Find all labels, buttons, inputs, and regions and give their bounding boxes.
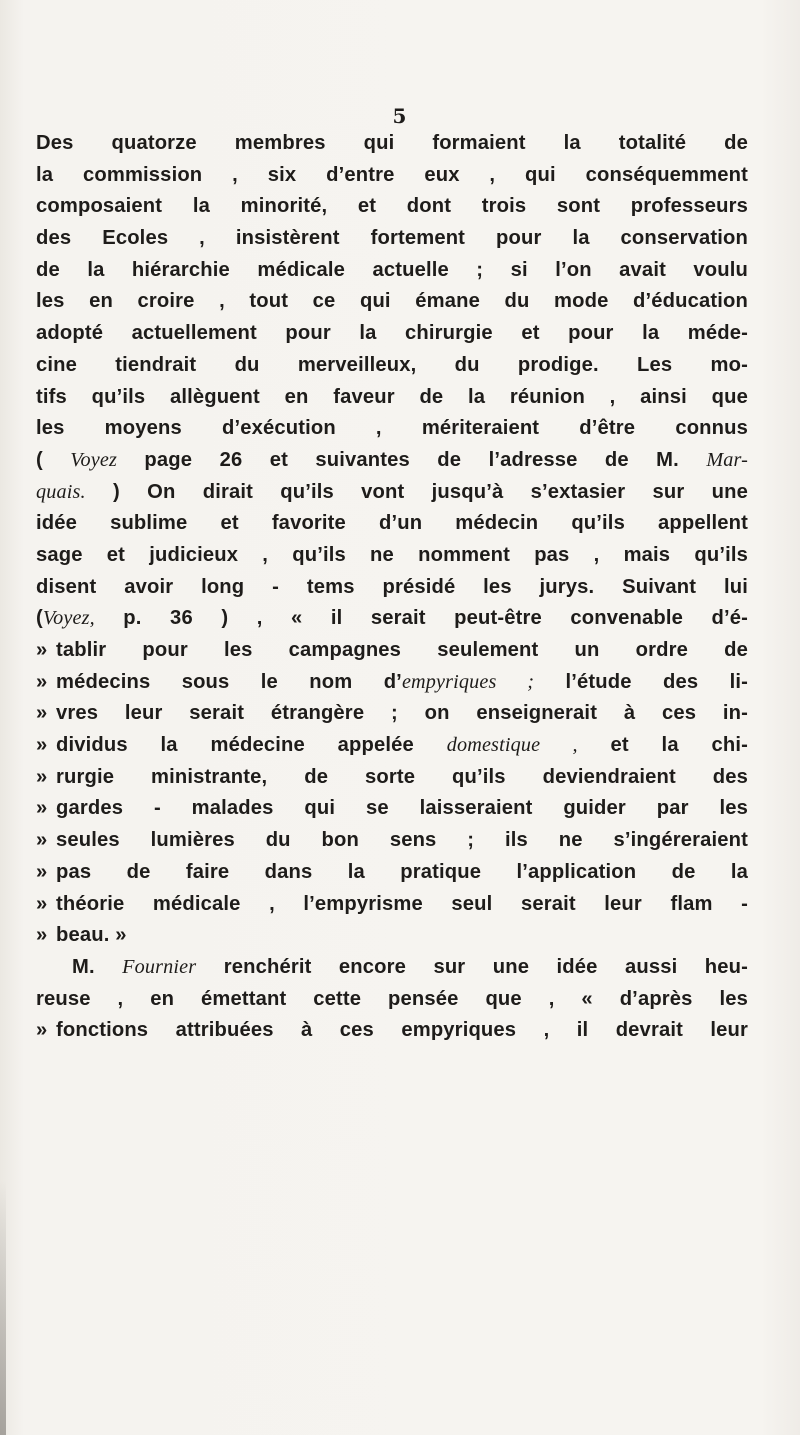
quoted-line: » rurgie ministrante, de sorte qu’ils deviendraient des bbox=[36, 765, 748, 788]
text-line: sage et judicieux , qu’ils ne nomment pas , mais qu’ils bbox=[36, 543, 748, 566]
text-line: tifs qu’ils allèguent en faveur de la réunion , ainsi que bbox=[36, 385, 748, 408]
text-line: de la hiérarchie médicale actuelle ; si l’on avait voulu bbox=[36, 258, 748, 281]
body-text bbox=[36, 128, 748, 1047]
quoted-line: » gardes - malades qui se laisseraient guider par les bbox=[36, 797, 748, 820]
page-number: 5 bbox=[392, 104, 408, 128]
text-line: ( Voyez page 26 et suivantes de l’adresse de M. Mar- bbox=[36, 448, 748, 471]
quoted-line: » pas de faire dans la pratique l’application de la bbox=[36, 860, 748, 883]
text-line: (Voyez, p. 36 ) , « il serait peut-être convenable d’é- bbox=[36, 607, 748, 630]
text-line: quais. ) On dirait qu’ils vont jusqu’à s’extasier sur une bbox=[36, 480, 748, 503]
quoted-line: » fonctions attribuées à ces empyriques , il devrait leur bbox=[36, 1019, 748, 1042]
quoted-line: » théorie médicale , l’empyrisme seul serait leur flam - bbox=[36, 892, 748, 915]
text-line: adopté actuellement pour la chirurgie et pour la méde- bbox=[36, 322, 748, 345]
text-line: des Ecoles , insistèrent fortement pour la conservation bbox=[36, 227, 748, 250]
text-line: les moyens d’exécution , mériteraient d’être connus bbox=[36, 417, 748, 440]
text-line: cine tiendrait du merveilleux, du prodige. Les mo- bbox=[36, 353, 748, 376]
quoted-line: » dividus la médecine appelée domestique , et la chi- bbox=[36, 734, 748, 757]
quoted-line: » beau. » bbox=[36, 924, 127, 947]
text-line: idée sublime et favorite d’un médecin qu’ils appellent bbox=[36, 512, 748, 535]
text-line: les en croire , tout ce qui émane du mode d’éducation bbox=[36, 290, 748, 313]
text-line: disent avoir long - tems présidé les jurys. Suivant lui bbox=[36, 575, 748, 598]
paragraph-start-line: M. Fournier renchérit encore sur une idée aussi heu- bbox=[72, 955, 748, 978]
text-line: composaient la minorité, et dont trois sont professeurs bbox=[36, 195, 748, 218]
quoted-line: » seules lumières du bon sens ; ils ne s’ingéreraient bbox=[36, 829, 748, 852]
quoted-line: » tablir pour les campagnes seulement un ordre de bbox=[36, 639, 748, 661]
page-edge-shadow bbox=[0, 1180, 6, 1435]
quoted-line: » médecins sous le nom d’empyriques ; l’étude des li- bbox=[36, 670, 748, 693]
text-line: la commission , six d’entre eux , qui conséquemment bbox=[36, 163, 748, 186]
quoted-line: » vres leur serait étrangère ; on enseignerait à ces in- bbox=[36, 702, 748, 725]
text-line: reuse , en émettant cette pensée que , « d’après les bbox=[36, 987, 748, 1010]
text-line: Des quatorze membres qui formaient la totalité de bbox=[36, 132, 748, 154]
